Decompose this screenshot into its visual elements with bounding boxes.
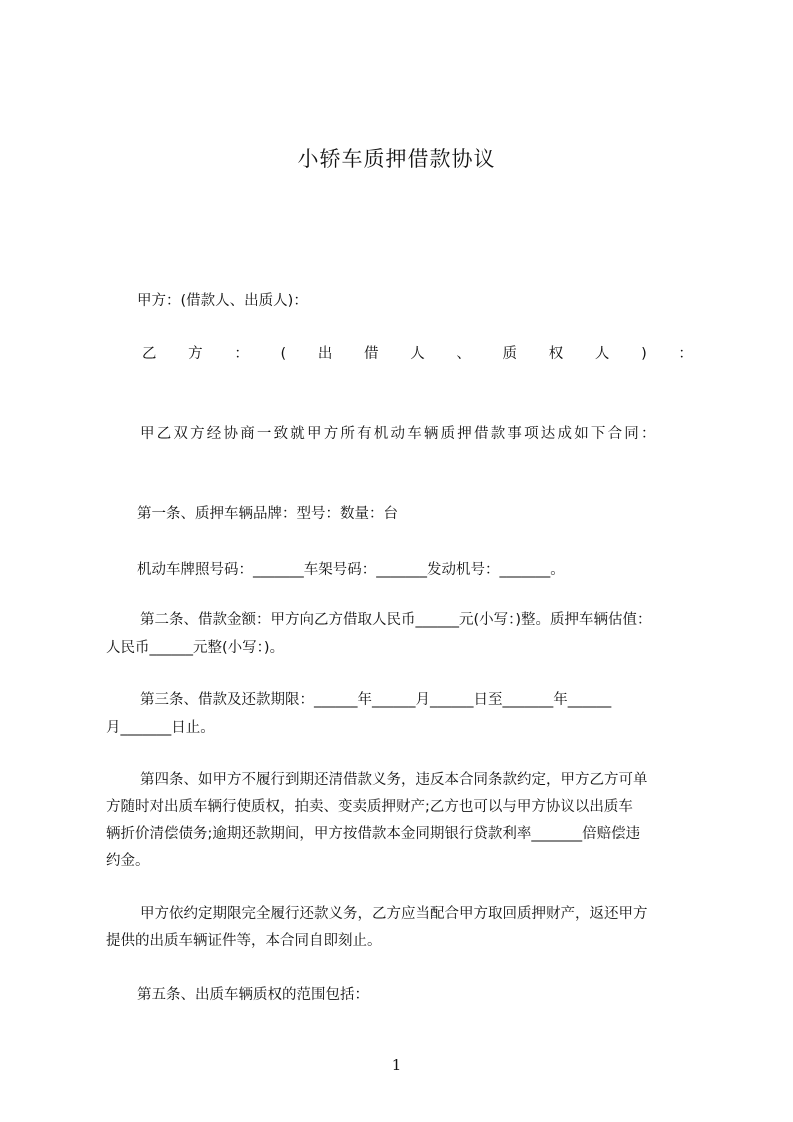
party-b-char: 质 (502, 346, 518, 362)
party-b-char: ) (641, 346, 647, 362)
article-4-line-4: 约金。 (106, 853, 150, 869)
party-b-char: 方 (188, 346, 203, 362)
party-b-char: ( (280, 346, 287, 362)
document-title: 小轿车质押借款协议 (297, 147, 496, 171)
party-b-char: 权 (548, 346, 564, 362)
article-4-line-1: 第四条、如甲方不履行到期还清借款义务，违反本合同条款约定，甲方乙方可单 (140, 772, 648, 788)
party-b-char: 人 (594, 346, 610, 362)
party-b-char: 出 (317, 346, 333, 362)
party-b-line (142, 344, 693, 364)
party-b-char: ： (234, 346, 249, 362)
party-b-char: 乙 (142, 346, 157, 362)
vehicle-identifiers: 机动车牌照号码：_______车架号码：_______发动机号：_______。 (137, 562, 565, 578)
preamble-paragraph: 甲乙双方经协商一致就甲方所有机动车辆质押借款事项达成如下合同： (140, 426, 658, 442)
page-number: 1 (391, 1056, 402, 1074)
fulfillment-line-1: 甲方依约定期限完全履行还款义务，乙方应当配合甲方取回质押财产，返还甲方 (140, 906, 648, 922)
party-a-line: 甲方：(借款人、出质人)： (137, 293, 308, 309)
article-4-line-3: 辆折价清偿债务;逾期还款期间，甲方按借款本金同期银行贷款利率_______倍赔偿违 (106, 826, 641, 842)
article-4-line-2: 方随时对出质车辆行使质权，拍卖、变卖质押财产;乙方也可以与甲方协议以出质车 (106, 799, 633, 815)
party-b-char: 、 (456, 346, 471, 362)
article-2-line-2: 人民币______元整(小写：)。 (106, 640, 285, 656)
article-2-line-1: 第二条、借款金额：甲方向乙方借取人民币______元(小写：)整。质押车辆估值： (140, 612, 652, 628)
fulfillment-line-2: 提供的出质车辆证件等，本合同自即刻止。 (106, 933, 382, 949)
party-b-char: 人 (410, 346, 425, 362)
article-5: 第五条、出质车辆质权的范围包括： (137, 987, 369, 1003)
article-3-line-1: 第三条、借款及还款期限：______年______月______日至_______年______ (140, 692, 612, 708)
article-1: 第一条、质押车辆品牌：型号：数量：台 (137, 506, 398, 522)
article-3-line-2: 月_______日止。 (106, 720, 215, 736)
party-b-char: 借 (364, 346, 379, 362)
party-b-char: ： (678, 346, 693, 362)
